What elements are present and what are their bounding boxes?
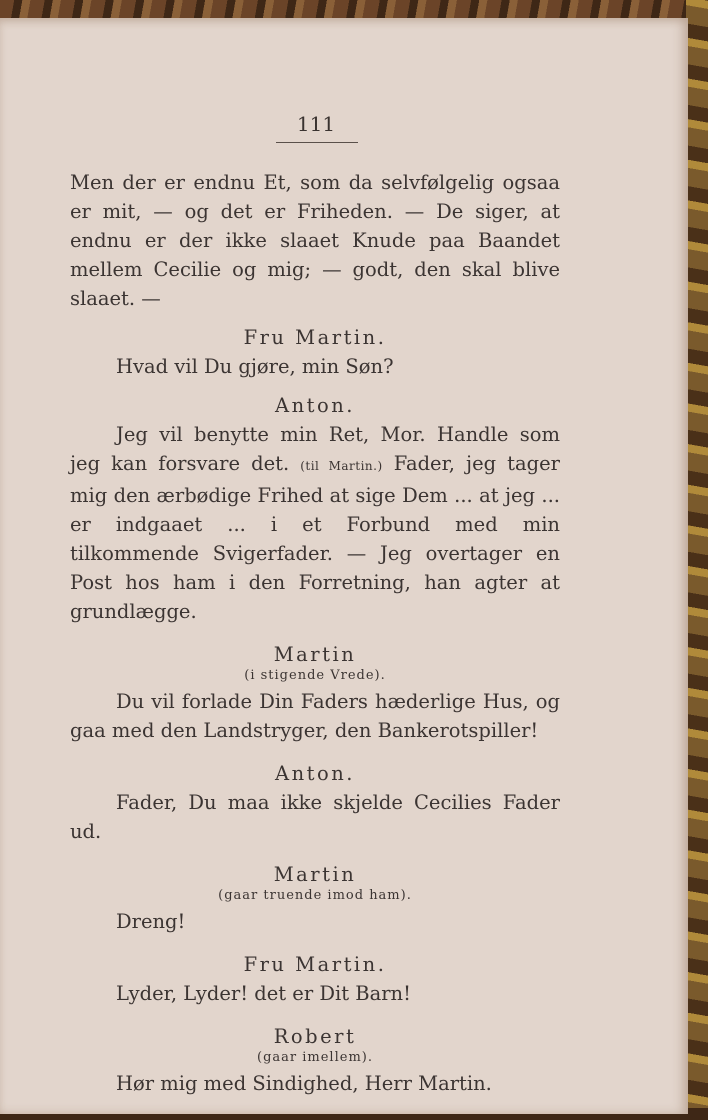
line-fru-martin-2: Lyder, Lyder! det er Dit Barn!	[116, 982, 411, 1005]
line-anton-1	[70, 420, 560, 626]
line-fru-martin-1: Hvad vil Du gjøre, min Søn?	[116, 355, 394, 378]
speaker-fru-martin-2: Fru Martin.	[243, 953, 387, 976]
book-cover-edge-right	[686, 0, 708, 1120]
line-martin-1: Du vil forlade Din Faders hæderlige Hus, og gaa med den Landstryger, den Bankerotspiller!	[70, 690, 560, 742]
line-martin-2: Dreng!	[116, 910, 186, 933]
speaker-anton: Anton.	[275, 394, 355, 417]
line-anton-1-after: Fader, jeg tager mig den ærbødige Frihed at sige Dem ... at jeg ... er indgaaet ... i et Forbund med min tilkommende Svigerfader. — Jeg overtager en Post hos ham i den Forretning, han agter at grundlægge.	[70, 452, 560, 623]
line-robert-1: Hør mig med Sindighed, Herr Martin.	[116, 1072, 492, 1095]
line-anton-2: Fader, Du maa ikke skjelde Cecilies Fader ud.	[70, 791, 560, 843]
speaker-martin: Martin	[273, 643, 357, 666]
speaker-anton-2: Anton.	[275, 762, 355, 785]
stage-direction-robert: (gaar imellem).	[257, 1050, 373, 1065]
page-number: 111	[296, 112, 336, 136]
line-anton-1-before: Jeg vil benytte min Ret, Mor. Handle som jeg kan forsvare det.	[70, 423, 560, 475]
speaker-martin-2: Martin	[273, 863, 357, 886]
stage-direction-martin-2: (gaar truende imod ham).	[218, 888, 412, 903]
page-number-underline	[276, 142, 358, 143]
stage-direction-inline: (til Martin.)	[300, 459, 383, 473]
page-text	[70, 168, 560, 1098]
stage-direction-martin-1: (i stigende Vrede).	[244, 668, 386, 683]
speaker-fru-martin: Fru Martin.	[243, 326, 387, 349]
paragraph-intro: Men der er endnu Et, som da selvfølgelig ogsaa er mit, — og det er Friheden. — De siger, at endnu er der ikke slaaet Knude paa Baandet mellem Cecilie og mig; — godt, den skal blive slaaet. —	[70, 171, 560, 310]
speaker-robert: Robert	[273, 1025, 357, 1048]
book-page	[0, 18, 688, 1114]
